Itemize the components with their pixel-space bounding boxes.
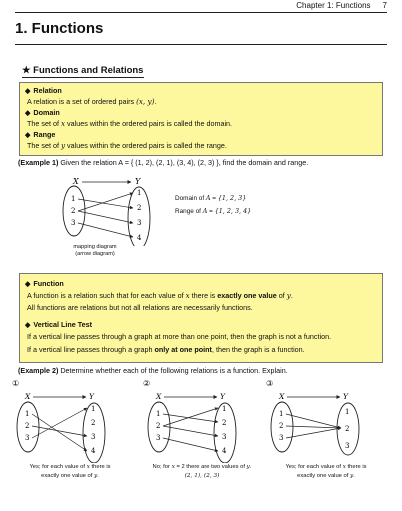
example2-diagram-2 [143, 377, 258, 463]
answer-2: No; for x = 2 there are two values of y. (2, 1), (2, 3) [152, 464, 252, 479]
example1-range-answer: Range of A = {1, 2, 3, 4} [175, 207, 252, 215]
header-rule [15, 12, 387, 13]
definition-box-relations [19, 82, 383, 156]
x-value-1: 1 [279, 410, 284, 418]
y-value-3: 3 [222, 433, 227, 441]
diagram-number-2: ② [143, 379, 151, 388]
y-value-4: 4 [91, 447, 96, 455]
y-value-3: 3 [91, 433, 96, 441]
y-value-2: 2 [345, 425, 350, 433]
section-underline [22, 77, 144, 78]
y-value-1: 1 [91, 405, 96, 413]
range-set-label: Y [220, 392, 225, 401]
domain-set-label: X [279, 392, 285, 401]
y-value-1: 1 [137, 189, 142, 197]
y-value-1: 1 [222, 405, 227, 413]
vertical-line-test-heading: ◆ Vertical Line Test [25, 320, 92, 329]
range-set-label: Y [135, 177, 141, 186]
function-heading: ◆ Function [25, 279, 64, 288]
vertical-line-test-rule1: If a vertical line passes through a graph at more than one point, then the graph is not a function. [27, 332, 332, 341]
x-value-3: 3 [279, 434, 284, 442]
arrow-2-to-1 [78, 193, 133, 211]
y-value-2: 2 [137, 204, 142, 212]
y-value-1: 1 [345, 408, 350, 416]
function-definition: A function is a relation such that for each value of x there is exactly one value of y. [27, 291, 293, 300]
answer-1: Yes; for each value of x there is exactly one value of y. [29, 464, 111, 479]
page-title: 1. Functions [15, 20, 104, 37]
x-value-2: 2 [71, 207, 76, 215]
x-value-1: 1 [71, 195, 76, 203]
example2-diagram-3 [266, 377, 381, 463]
range-heading: ◆ Range [25, 130, 56, 139]
arrow-2-to-3 [32, 426, 87, 436]
running-header [296, 1, 387, 10]
page-number: 7 [382, 1, 387, 10]
y-value-2: 2 [91, 419, 96, 427]
function-note: All functions are relations but not all relations are necessarily functions. [27, 303, 253, 312]
y-value-3: 3 [345, 442, 350, 450]
arrow-3-to-2 [286, 428, 341, 438]
diamond-bullet-icon: ◆ [25, 132, 31, 139]
example2-prompt: (Example 2) Determine whether each of the following relations is a function. Explain. [18, 366, 288, 375]
range-set-label: Y [89, 392, 94, 401]
y-value-2: 2 [222, 419, 227, 427]
x-value-3: 3 [25, 434, 30, 442]
x-value-2: 2 [25, 422, 30, 430]
domain-definition: The set of x values within the ordered pairs is called the domain. [27, 119, 233, 128]
relation-definition: A relation is a set of ordered pairs (x, y). [27, 97, 157, 106]
arrow-2-to-1 [163, 408, 218, 426]
example1-mapping-diagram [55, 174, 165, 246]
domain-set-label: X [156, 392, 162, 401]
vertical-line-test-rule2: If a vertical line passes through a graph only at one point, then the graph is a function. [27, 345, 305, 354]
arrow-1-to-2 [286, 414, 341, 428]
diamond-bullet-icon: ◆ [25, 110, 31, 117]
arrow-3-to-4 [163, 438, 218, 451]
arrow-2-to-3 [163, 426, 218, 436]
example2-diagram-1 [12, 377, 127, 463]
domain-heading: ◆ Domain [25, 108, 60, 117]
relation-heading: ◆ Relation [25, 86, 62, 95]
arrow-3-to-4 [78, 223, 133, 237]
y-value-4: 4 [137, 234, 142, 242]
x-value-1: 1 [25, 410, 30, 418]
x-value-3: 3 [71, 219, 76, 227]
title-rule [15, 44, 387, 45]
diamond-bullet-icon: ◆ [25, 88, 31, 95]
diagram-number-1: ① [12, 379, 20, 388]
chapter-title: Chapter 1: Functions [296, 1, 371, 10]
arrow-1-to-2 [78, 199, 133, 208]
section-title: ★ Functions and Relations [22, 65, 144, 76]
diagram-number-3: ③ [266, 379, 274, 388]
arrow-1-to-4 [32, 414, 87, 451]
definition-box-functions [19, 273, 383, 363]
example1-domain-answer: Domain of A = {1, 2, 3} [175, 194, 247, 202]
example1-prompt: (Example 1) Given the relation A = { (1, 2), (2, 1), (3, 4), (2, 3) }, find the domain and range. [18, 158, 309, 167]
y-value-4: 4 [222, 447, 227, 455]
y-value-3: 3 [137, 219, 142, 227]
diamond-bullet-icon: ◆ [25, 322, 31, 329]
arrow-3-to-1 [32, 408, 87, 438]
answer-3: Yes; for each value of x there is exactly one value of y. [285, 464, 367, 479]
x-value-3: 3 [156, 434, 161, 442]
range-definition: The set of y values within the ordered pairs is called the range. [27, 141, 227, 150]
arrow-1-to-2 [163, 414, 218, 422]
domain-set-label: X [25, 392, 31, 401]
diamond-bullet-icon: ◆ [25, 281, 31, 288]
diagram-caption: mapping diagram (arrow diagram) [73, 244, 117, 257]
arrow-2-to-2 [286, 426, 341, 428]
arrow-2-to-3 [78, 211, 133, 223]
domain-set-label: X [73, 177, 79, 186]
x-value-2: 2 [156, 422, 161, 430]
x-value-1: 1 [156, 410, 161, 418]
range-set-label: Y [343, 392, 348, 401]
x-value-2: 2 [279, 422, 284, 430]
